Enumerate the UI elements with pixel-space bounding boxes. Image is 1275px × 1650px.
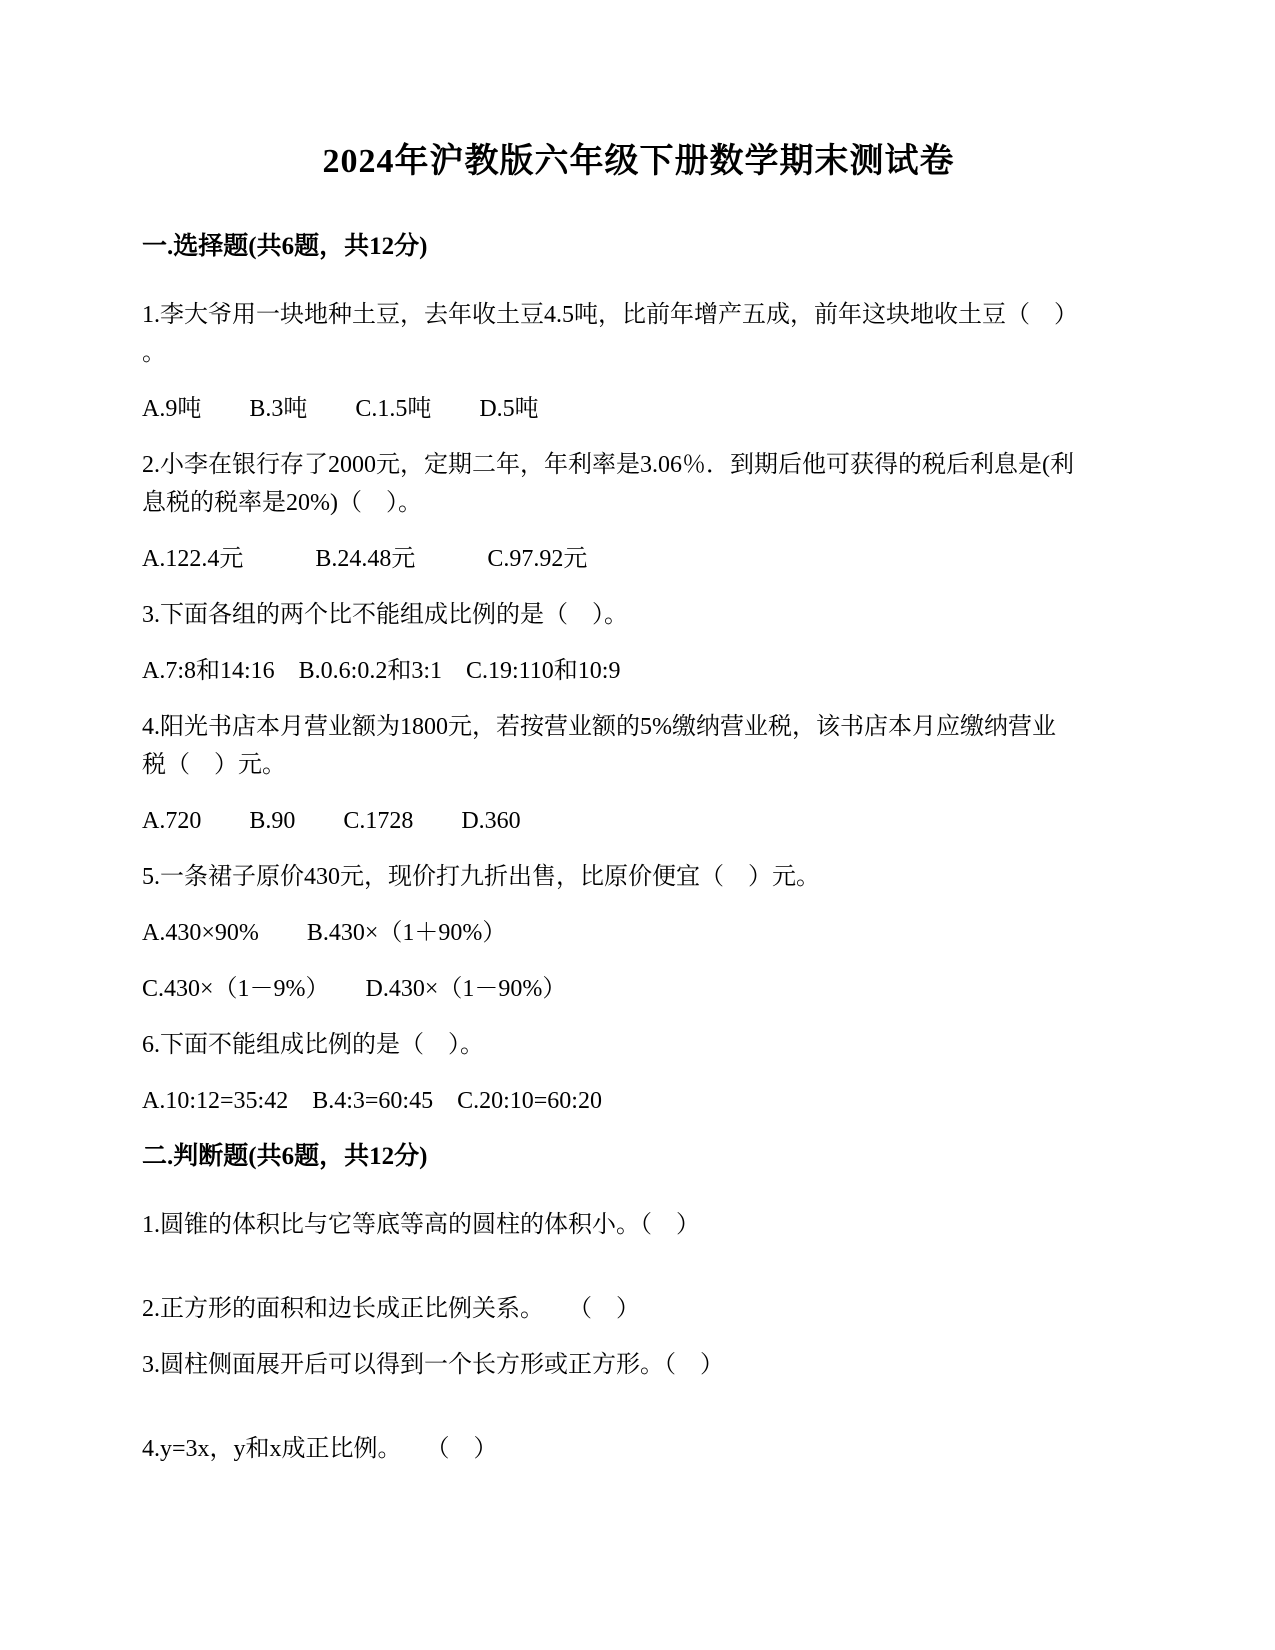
option-row: A.720 B.90 C.1728 D.360 xyxy=(142,808,521,834)
judgement-question-3 xyxy=(142,1346,1135,1384)
option-row: A.430×90% B.430×（1＋90%） xyxy=(142,920,507,946)
question-6-options xyxy=(142,1082,1135,1120)
question-text: 3.下面各组的两个比不能组成比例的是（ ）。 xyxy=(142,602,628,628)
question-text: 税（ ）元。 xyxy=(142,752,286,778)
question-3 xyxy=(142,596,1135,634)
question-4-options xyxy=(142,802,1135,840)
question-text: 2.小李在银行存了2000元，定期二年，年利率是3.06％．到期后他可获得的税后利息是(利 xyxy=(142,452,1074,478)
section-heading-choice: 一.选择题(共6题，共12分) xyxy=(142,233,428,260)
question-4 xyxy=(142,708,1135,784)
question-text: 3.圆柱侧面展开后可以得到一个长方形或正方形。（ ） xyxy=(142,1352,724,1378)
option-row: A.7:8和14:16 B.0.6:0.2和3:1 C.19:110和10:9 xyxy=(142,658,621,684)
section-heading-judgement: 二.判断题(共6题，共12分) xyxy=(142,1143,428,1170)
judgement-question-2 xyxy=(142,1290,1135,1328)
question-5-options-row-1 xyxy=(142,914,1135,952)
question-5-options-row-2 xyxy=(142,970,1135,1008)
judgement-question-1 xyxy=(142,1206,1135,1244)
question-text: 。 xyxy=(142,340,166,366)
question-1-options xyxy=(142,390,1135,428)
question-text: 1.圆锥的体积比与它等底等高的圆柱的体积小。（ ） xyxy=(142,1212,700,1238)
question-text: 5.一条裙子原价430元，现价打九折出售，比原价便宜（ ）元。 xyxy=(142,864,820,890)
question-2 xyxy=(142,446,1135,522)
question-2-options xyxy=(142,540,1135,578)
question-text: 4.阳光书店本月营业额为1800元，若按营业额的5%缴纳营业税，该书店本月应缴纳营业 xyxy=(142,714,1056,740)
question-5 xyxy=(142,858,1135,896)
option-row: A.122.4元 B.24.48元 C.97.92元 xyxy=(142,546,588,572)
judgement-question-4 xyxy=(142,1430,1135,1468)
page-title: 2024年沪教版六年级下册数学期末测试卷 xyxy=(322,143,955,180)
question-1 xyxy=(142,296,1135,372)
option-row: A.9吨 B.3吨 C.1.5吨 D.5吨 xyxy=(142,396,539,422)
question-text: 4.y=3x，y和x成正比例。 （ ） xyxy=(142,1436,498,1462)
question-text: 1.李大爷用一块地种土豆，去年收土豆4.5吨，比前年增产五成，前年这块地收土豆（ ） xyxy=(142,302,1078,328)
question-text: 6.下面不能组成比例的是（ ）。 xyxy=(142,1032,484,1058)
question-6 xyxy=(142,1026,1135,1064)
option-row: A.10:12=35:42 B.4:3=60:45 C.20:10=60:20 xyxy=(142,1088,602,1114)
question-text: 息税的税率是20%)（ ）。 xyxy=(142,490,422,516)
question-3-options xyxy=(142,652,1135,690)
option-row: C.430×（1－9%） D.430×（1－90%） xyxy=(142,976,567,1002)
question-text: 2.正方形的面积和边长成正比例关系。 （ ） xyxy=(142,1296,640,1322)
